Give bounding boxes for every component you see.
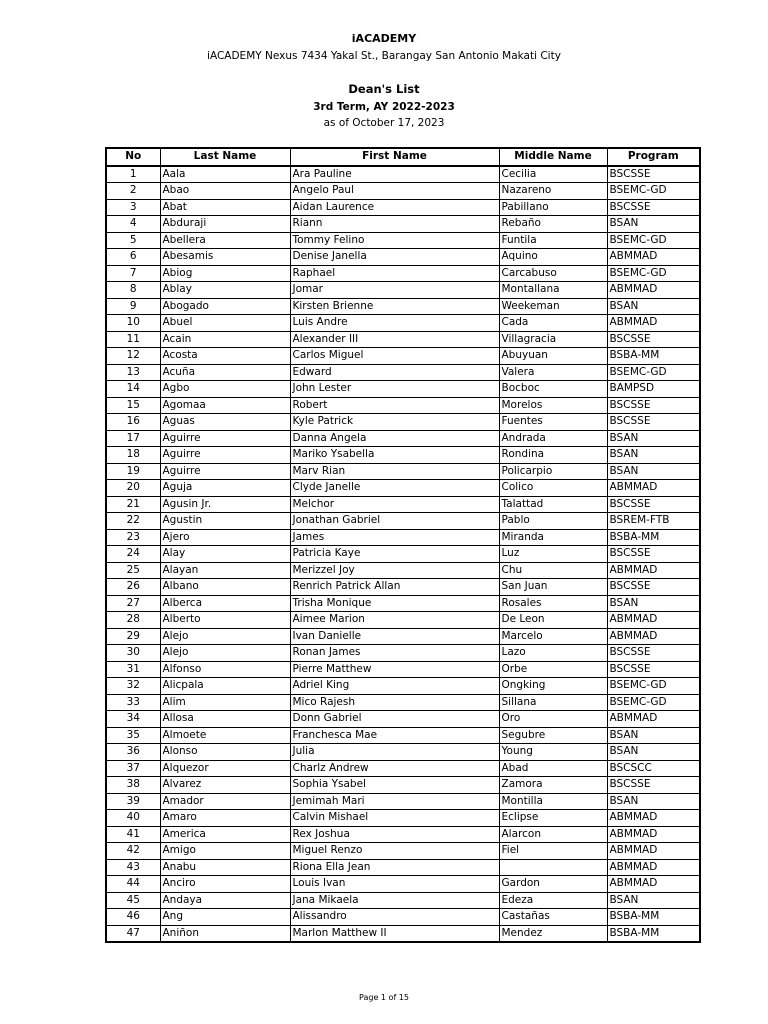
cell-program: BSCSCC (607, 760, 700, 777)
cell-no: 8 (106, 282, 160, 299)
table-row (106, 381, 700, 398)
table-row (106, 282, 700, 299)
deans-list-table (105, 147, 701, 943)
cell-first-name: Rex Joshua (290, 826, 499, 843)
cell-last-name: Abuel (160, 315, 290, 332)
cell-first-name: James (290, 529, 499, 546)
cell-first-name: Edward (290, 364, 499, 381)
cell-program: ABMMAD (607, 562, 700, 579)
cell-first-name: Carlos Miguel (290, 348, 499, 365)
cell-first-name: Riona Ella Jean (290, 859, 499, 876)
cell-first-name: Julia (290, 744, 499, 761)
table-row (106, 249, 700, 266)
cell-middle-name: Policarpio (499, 463, 607, 480)
cell-program: BSAN (607, 727, 700, 744)
cell-middle-name: Fuentes (499, 414, 607, 431)
cell-no: 21 (106, 496, 160, 513)
cell-program: BSEMC-GD (607, 183, 700, 200)
cell-no: 28 (106, 612, 160, 629)
cell-no: 18 (106, 447, 160, 464)
table-row (106, 793, 700, 810)
cell-program: BSEMC-GD (607, 265, 700, 282)
cell-first-name: Denise Janella (290, 249, 499, 266)
cell-first-name: Franchesca Mae (290, 727, 499, 744)
cell-first-name: Jomar (290, 282, 499, 299)
cell-first-name: Patricia Kaye (290, 546, 499, 563)
cell-last-name: Alay (160, 546, 290, 563)
table-row (106, 562, 700, 579)
cell-no: 46 (106, 909, 160, 926)
cell-no: 36 (106, 744, 160, 761)
cell-middle-name: Oro (499, 711, 607, 728)
table-row (106, 612, 700, 629)
document-title: Dean's List (348, 82, 420, 96)
table-row (106, 496, 700, 513)
cell-middle-name: Castañas (499, 909, 607, 926)
cell-last-name: Alonso (160, 744, 290, 761)
cell-middle-name: Cecilia (499, 166, 607, 183)
cell-last-name: Amaro (160, 810, 290, 827)
cell-middle-name: Weekeman (499, 298, 607, 315)
cell-program: BSAN (607, 595, 700, 612)
cell-middle-name: De Leon (499, 612, 607, 629)
cell-middle-name: Lazo (499, 645, 607, 662)
cell-no: 12 (106, 348, 160, 365)
cell-first-name: Ara Pauline (290, 166, 499, 183)
table-row (106, 925, 700, 942)
cell-middle-name: Fiel (499, 843, 607, 860)
cell-middle-name: Funtila (499, 232, 607, 249)
cell-program: BSAN (607, 298, 700, 315)
cell-middle-name: Zamora (499, 777, 607, 794)
table-row (106, 826, 700, 843)
table-row (106, 810, 700, 827)
cell-program: ABMMAD (607, 249, 700, 266)
cell-middle-name: Pablo (499, 513, 607, 530)
cell-program: BSEMC-GD (607, 694, 700, 711)
cell-program: BSCSSE (607, 645, 700, 662)
cell-first-name: Pierre Matthew (290, 661, 499, 678)
cell-last-name: Abogado (160, 298, 290, 315)
cell-program: ABMMAD (607, 810, 700, 827)
cell-middle-name: Young (499, 744, 607, 761)
cell-last-name: Amigo (160, 843, 290, 860)
table-row (106, 529, 700, 546)
cell-last-name: Alejo (160, 628, 290, 645)
cell-no: 5 (106, 232, 160, 249)
cell-middle-name: Orbe (499, 661, 607, 678)
cell-last-name: Albano (160, 579, 290, 596)
cell-last-name: Alberto (160, 612, 290, 629)
cell-last-name: Aguirre (160, 430, 290, 447)
cell-middle-name: Carcabuso (499, 265, 607, 282)
table-row (106, 678, 700, 695)
cell-no: 26 (106, 579, 160, 596)
table-row (106, 331, 700, 348)
table-row (106, 364, 700, 381)
cell-program: BSCSSE (607, 546, 700, 563)
cell-middle-name: Colico (499, 480, 607, 497)
cell-first-name: Luis Andre (290, 315, 499, 332)
cell-first-name: Jana Mikaela (290, 892, 499, 909)
table-row (106, 232, 700, 249)
cell-no: 39 (106, 793, 160, 810)
table-body (106, 166, 700, 943)
cell-middle-name: Gardon (499, 876, 607, 893)
table-row (106, 430, 700, 447)
column-header-program: Program (607, 148, 700, 166)
cell-first-name: Kirsten Brienne (290, 298, 499, 315)
cell-last-name: Agusin Jr. (160, 496, 290, 513)
table-row (106, 298, 700, 315)
cell-no: 47 (106, 925, 160, 942)
cell-first-name: Calvin Mishael (290, 810, 499, 827)
cell-program: BSAN (607, 216, 700, 233)
cell-program: BSCSSE (607, 579, 700, 596)
table-row (106, 843, 700, 860)
cell-first-name: John Lester (290, 381, 499, 398)
cell-no: 25 (106, 562, 160, 579)
cell-middle-name: Pabillano (499, 199, 607, 216)
table-row (106, 216, 700, 233)
cell-first-name: Adriel King (290, 678, 499, 695)
table-row (106, 892, 700, 909)
table-row (106, 711, 700, 728)
cell-last-name: Anabu (160, 859, 290, 876)
cell-program: BSCSSE (607, 661, 700, 678)
cell-first-name: Raphael (290, 265, 499, 282)
cell-last-name: Alicpala (160, 678, 290, 695)
cell-no: 42 (106, 843, 160, 860)
cell-program: BSBA-MM (607, 348, 700, 365)
cell-no: 15 (106, 397, 160, 414)
cell-program: BSBA-MM (607, 925, 700, 942)
cell-last-name: Abesamis (160, 249, 290, 266)
cell-first-name: Renrich Patrick Allan (290, 579, 499, 596)
table-row (106, 397, 700, 414)
cell-program: BSREM-FTB (607, 513, 700, 530)
cell-no: 30 (106, 645, 160, 662)
cell-last-name: Amador (160, 793, 290, 810)
cell-first-name: Ronan James (290, 645, 499, 662)
table-row (106, 546, 700, 563)
cell-program: ABMMAD (607, 826, 700, 843)
cell-first-name: Sophia Ysabel (290, 777, 499, 794)
cell-no: 41 (106, 826, 160, 843)
cell-no: 43 (106, 859, 160, 876)
table-row (106, 265, 700, 282)
table-row (106, 777, 700, 794)
cell-program: BAMPSD (607, 381, 700, 398)
column-header-first-name: First Name (290, 148, 499, 166)
cell-last-name: Abiog (160, 265, 290, 282)
cell-program: BSCSSE (607, 414, 700, 431)
cell-first-name: Mico Rajesh (290, 694, 499, 711)
cell-no: 14 (106, 381, 160, 398)
cell-last-name: Acosta (160, 348, 290, 365)
cell-middle-name: Ongking (499, 678, 607, 695)
cell-first-name: Ivan Danielle (290, 628, 499, 645)
cell-program: ABMMAD (607, 876, 700, 893)
cell-no: 31 (106, 661, 160, 678)
cell-no: 4 (106, 216, 160, 233)
cell-no: 16 (106, 414, 160, 431)
cell-program: BSAN (607, 430, 700, 447)
table-row (106, 348, 700, 365)
cell-last-name: Aala (160, 166, 290, 183)
table-row (106, 166, 700, 183)
cell-program: BSCSSE (607, 496, 700, 513)
cell-no: 23 (106, 529, 160, 546)
cell-middle-name: Aquino (499, 249, 607, 266)
cell-no: 34 (106, 711, 160, 728)
cell-no: 2 (106, 183, 160, 200)
cell-last-name: Alquezor (160, 760, 290, 777)
cell-program: BSCSSE (607, 777, 700, 794)
cell-program: BSEMC-GD (607, 232, 700, 249)
cell-no: 29 (106, 628, 160, 645)
cell-last-name: Alfonso (160, 661, 290, 678)
cell-middle-name: Rebaño (499, 216, 607, 233)
table-row (106, 183, 700, 200)
cell-middle-name: Mendez (499, 925, 607, 942)
cell-no: 1 (106, 166, 160, 183)
cell-middle-name: Valera (499, 364, 607, 381)
cell-program: BSCSSE (607, 166, 700, 183)
table-row (106, 727, 700, 744)
cell-first-name: Louis Ivan (290, 876, 499, 893)
cell-program: BSAN (607, 892, 700, 909)
cell-program: BSAN (607, 447, 700, 464)
table-row (106, 744, 700, 761)
cell-middle-name: Sillana (499, 694, 607, 711)
cell-first-name: Charlz Andrew (290, 760, 499, 777)
cell-no: 24 (106, 546, 160, 563)
cell-first-name: Kyle Patrick (290, 414, 499, 431)
cell-middle-name: Marcelo (499, 628, 607, 645)
cell-last-name: Alim (160, 694, 290, 711)
cell-no: 40 (106, 810, 160, 827)
cell-no: 10 (106, 315, 160, 332)
cell-program: BSEMC-GD (607, 678, 700, 695)
cell-program: ABMMAD (607, 711, 700, 728)
cell-middle-name: Montilla (499, 793, 607, 810)
cell-program: ABMMAD (607, 315, 700, 332)
cell-first-name: Alissandro (290, 909, 499, 926)
cell-first-name: Mariko Ysabella (290, 447, 499, 464)
cell-last-name: Abduraji (160, 216, 290, 233)
table-row (106, 315, 700, 332)
cell-middle-name: Segubre (499, 727, 607, 744)
cell-first-name: Miguel Renzo (290, 843, 499, 860)
table-row (106, 579, 700, 596)
table-row (106, 645, 700, 662)
column-header-last-name: Last Name (160, 148, 290, 166)
cell-first-name: Aidan Laurence (290, 199, 499, 216)
cell-last-name: Aniñon (160, 925, 290, 942)
cell-last-name: Aguirre (160, 447, 290, 464)
cell-no: 9 (106, 298, 160, 315)
table-row (106, 628, 700, 645)
cell-program: BSBA-MM (607, 909, 700, 926)
cell-last-name: Ablay (160, 282, 290, 299)
cell-first-name: Tommy Felino (290, 232, 499, 249)
cell-no: 3 (106, 199, 160, 216)
cell-last-name: America (160, 826, 290, 843)
cell-first-name: Riann (290, 216, 499, 233)
table-row (106, 595, 700, 612)
cell-middle-name: Edeza (499, 892, 607, 909)
cell-middle-name: Alarcon (499, 826, 607, 843)
cell-last-name: Alayan (160, 562, 290, 579)
cell-middle-name: Cada (499, 315, 607, 332)
cell-no: 37 (106, 760, 160, 777)
cell-last-name: Aguirre (160, 463, 290, 480)
cell-middle-name: Miranda (499, 529, 607, 546)
cell-last-name: Alejo (160, 645, 290, 662)
table-row (106, 199, 700, 216)
cell-program: BSAN (607, 744, 700, 761)
cell-last-name: Abat (160, 199, 290, 216)
cell-last-name: Acuña (160, 364, 290, 381)
cell-last-name: Alvarez (160, 777, 290, 794)
cell-first-name: Jonathan Gabriel (290, 513, 499, 530)
cell-first-name: Marv Rian (290, 463, 499, 480)
table-row (106, 480, 700, 497)
cell-no: 20 (106, 480, 160, 497)
column-header-no: No (106, 148, 160, 166)
cell-middle-name: Montallana (499, 282, 607, 299)
cell-program: BSCSSE (607, 331, 700, 348)
cell-middle-name: Nazareno (499, 183, 607, 200)
cell-no: 13 (106, 364, 160, 381)
cell-program: ABMMAD (607, 843, 700, 860)
table-row (106, 463, 700, 480)
cell-last-name: Aguja (160, 480, 290, 497)
cell-program: ABMMAD (607, 282, 700, 299)
cell-no: 22 (106, 513, 160, 530)
cell-no: 19 (106, 463, 160, 480)
cell-no: 6 (106, 249, 160, 266)
cell-program: ABMMAD (607, 628, 700, 645)
cell-no: 27 (106, 595, 160, 612)
cell-first-name: Jemimah Mari (290, 793, 499, 810)
cell-no: 44 (106, 876, 160, 893)
cell-last-name: Agomaa (160, 397, 290, 414)
cell-program: BSEMC-GD (607, 364, 700, 381)
cell-middle-name: Abuyuan (499, 348, 607, 365)
cell-no: 33 (106, 694, 160, 711)
cell-program: BSCSSE (607, 199, 700, 216)
cell-middle-name: Bocboc (499, 381, 607, 398)
cell-last-name: Allosa (160, 711, 290, 728)
cell-middle-name: Luz (499, 546, 607, 563)
cell-first-name: Donn Gabriel (290, 711, 499, 728)
cell-middle-name: Rondina (499, 447, 607, 464)
table-row (106, 760, 700, 777)
page-number: Page 1 of 15 (359, 993, 409, 1002)
cell-last-name: Almoete (160, 727, 290, 744)
cell-middle-name: Eclipse (499, 810, 607, 827)
cell-first-name: Aimee Marion (290, 612, 499, 629)
table-header-row (106, 148, 700, 166)
cell-no: 35 (106, 727, 160, 744)
cell-first-name: Marlon Matthew II (290, 925, 499, 942)
cell-first-name: Robert (290, 397, 499, 414)
table-row (106, 661, 700, 678)
cell-middle-name: Morelos (499, 397, 607, 414)
cell-first-name: Angelo Paul (290, 183, 499, 200)
cell-middle-name: Talattad (499, 496, 607, 513)
cell-program: BSCSSE (607, 397, 700, 414)
cell-middle-name: Abad (499, 760, 607, 777)
cell-first-name: Alexander III (290, 331, 499, 348)
cell-last-name: Anciro (160, 876, 290, 893)
cell-program: ABMMAD (607, 480, 700, 497)
term-label: 3rd Term, AY 2022-2023 (313, 101, 455, 113)
institution-name: iACADEMY (351, 32, 417, 45)
cell-middle-name (499, 859, 607, 876)
cell-middle-name: Rosales (499, 595, 607, 612)
cell-program: BSBA-MM (607, 529, 700, 546)
cell-last-name: Andaya (160, 892, 290, 909)
cell-program: BSAN (607, 793, 700, 810)
cell-last-name: Aguas (160, 414, 290, 431)
institution-address: iACADEMY Nexus 7434 Yakal St., Barangay San Antonio Makati City (207, 50, 561, 62)
cell-first-name: Clyde Janelle (290, 480, 499, 497)
cell-last-name: Abellera (160, 232, 290, 249)
as-of-date: as of October 17, 2023 (323, 117, 445, 129)
table-row (106, 859, 700, 876)
cell-no: 17 (106, 430, 160, 447)
cell-middle-name: San Juan (499, 579, 607, 596)
cell-last-name: Acain (160, 331, 290, 348)
cell-last-name: Alberca (160, 595, 290, 612)
cell-first-name: Danna Angela (290, 430, 499, 447)
cell-last-name: Abao (160, 183, 290, 200)
cell-no: 7 (106, 265, 160, 282)
cell-no: 45 (106, 892, 160, 909)
cell-middle-name: Villagracia (499, 331, 607, 348)
column-header-middle-name: Middle Name (499, 148, 607, 166)
cell-last-name: Agbo (160, 381, 290, 398)
cell-program: BSAN (607, 463, 700, 480)
cell-first-name: Melchor (290, 496, 499, 513)
cell-program: ABMMAD (607, 859, 700, 876)
table-row (106, 414, 700, 431)
cell-first-name: Merizzel Joy (290, 562, 499, 579)
cell-no: 32 (106, 678, 160, 695)
cell-first-name: Trisha Monique (290, 595, 499, 612)
cell-middle-name: Chu (499, 562, 607, 579)
table-row (106, 909, 700, 926)
table-row (106, 447, 700, 464)
cell-last-name: Agustin (160, 513, 290, 530)
cell-last-name: Ang (160, 909, 290, 926)
table-row (106, 876, 700, 893)
table-row (106, 694, 700, 711)
cell-no: 38 (106, 777, 160, 794)
table-row (106, 513, 700, 530)
cell-program: ABMMAD (607, 612, 700, 629)
cell-middle-name: Andrada (499, 430, 607, 447)
cell-last-name: Ajero (160, 529, 290, 546)
cell-no: 11 (106, 331, 160, 348)
